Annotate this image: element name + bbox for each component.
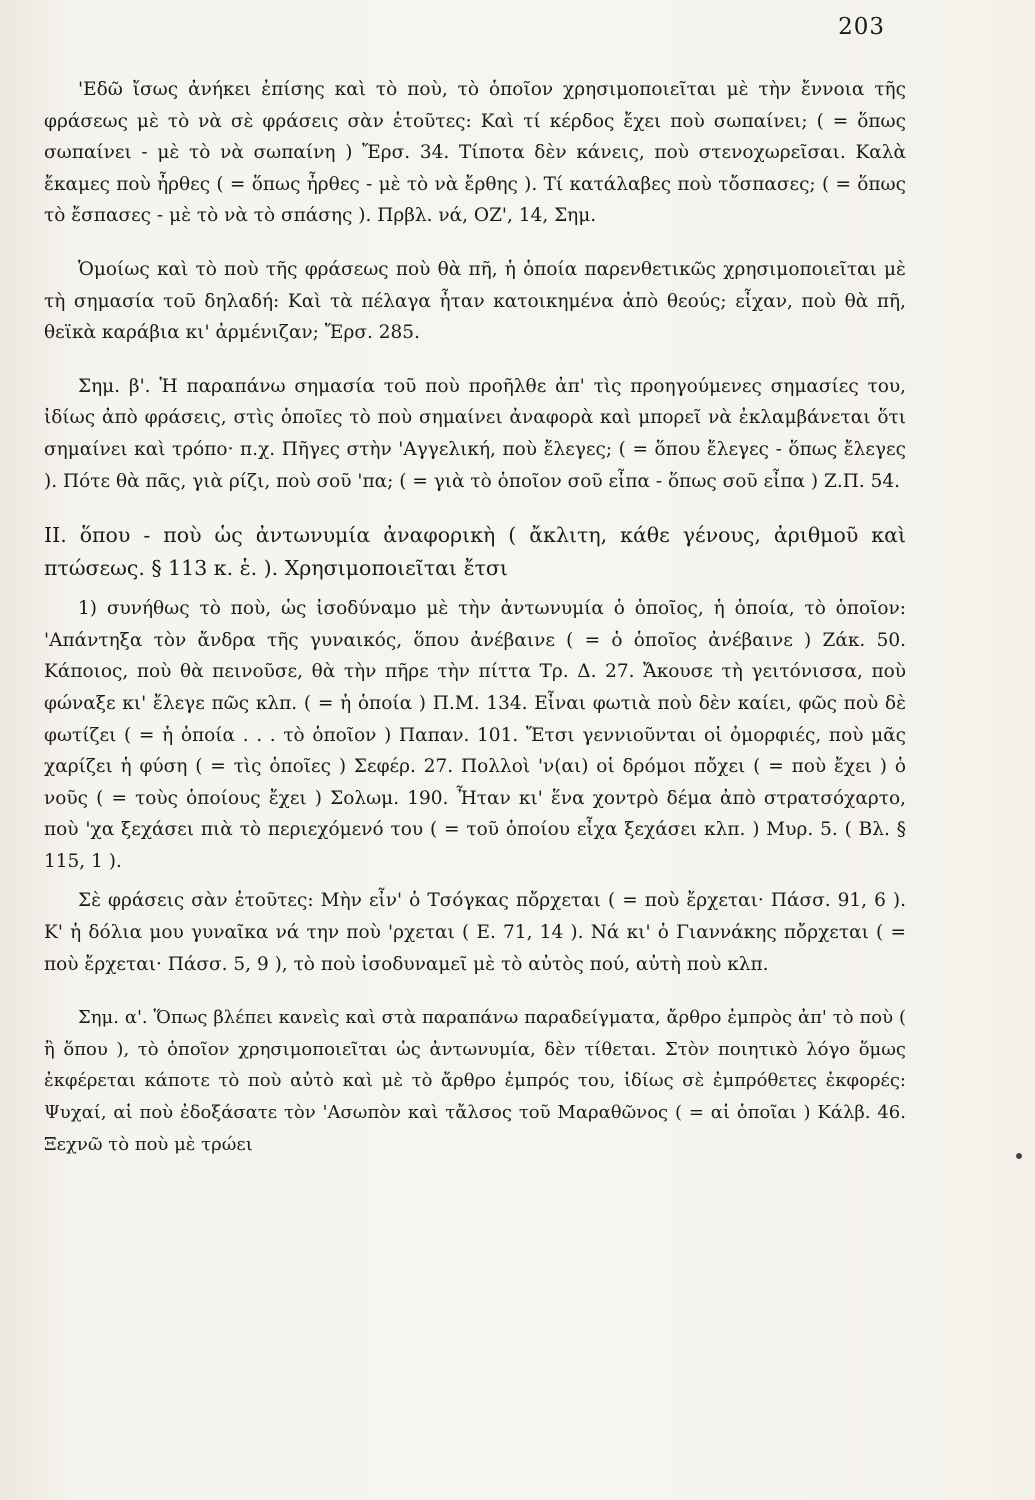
ink-dot: [1016, 1153, 1022, 1159]
paragraph-1: 'Εδῶ ἴσως ἀνήκει ἐπίσης καὶ τὸ ποὺ, τὸ ὁποῖον χρησιμοποιεῖται μὲ τὴν ἔννοια τῆς φράσεως μὲ τὸ νὰ σὲ φράσεις σὰν ἐτοῦτες: Καὶ τί κέρδος ἔχει ποὺ σωπαίνει; ( = ὅπως σωπαίνει - μὲ τὸ νὰ σωπαίνη ) Ἔρσ. 34. Τίποτα δὲν κάνεις, ποὺ στενοχωρεῖσαι. Καλὰ ἔκαμες ποὺ ἦρθες ( = ὅπως ἦρθες - μὲ τὸ νὰ ἔρθης ). Τί κατάλαβες ποὺ τὄσπασες; ( = ὅπως τὸ ἔσπασες - μὲ τὸ νὰ τὸ σπάσης ). Πρβλ. νά, ΟΖ', 14, Σημ.: [44, 79, 906, 227]
paragraph-usage-1: 1) συνήθως τὸ ποὺ, ὡς ἰσοδύναμο μὲ τὴν ἀντωνυμία ὁ ὁποῖος, ἡ ὁποία, τὸ ὁποῖον: 'Απάντηξα τὸν ἄνδρα τῆς γυναικός, ὅπου ἀνέβαινε ( = ὁ ὁποῖος ἀνέβαινε ) Ζάκ. 50. Κάποιος, ποὺ θὰ πεινοῦσε, θὰ τὴν πῆρε τὴν πίττα Τρ. Δ. 27. Ἄκουσε τὴ γειτόνισσα, ποὺ φώναξε κι' ἔλεγε πῶς κλπ. ( = ἡ ὁποία ) Π.Μ. 134. Εἶναι φωτιὰ ποὺ δὲν καίει, φῶς ποὺ δὲ φωτίζει ( = ἡ ὁποία . . . τὸ ὁποῖον ) Παπαν. 101. Ἔτσι γεννιοῦνται οἱ ὀμορφιές, ποὺ μᾶς χαρίζει ἡ φύση ( = τὶς ὁποῖες ) Σεφέρ. 27. Πολλοὶ 'ν(αι) οἱ δρόμοι πὄχει ( = ποὺ ἔχει ) ὁ νοῦς ( = τοὺς ὁποίους ἔχει ) Σολωμ. 190. Ἦταν κι' ἕνα χοντρὸ δέμα ἀπὸ στρατσόχαρτο, ποὺ 'χα ξεχάσει πιὰ τὸ περιεχόμενό του ( = τοῦ ὁποίου εἶχα ξεχάσει κλπ. ) Μυρ. 5. ( Βλ. § 115, 1 ).: [44, 598, 906, 872]
page-body: [44, 74, 906, 1182]
section-heading-ii: ΙΙ. ὅπου - ποὺ ὡς ἀντωνυμία ἀναφορικὴ ( ἄκλιτη, κάθε γένους, ἀριθμοῦ καὶ πτώσεως. § 113 κ. ἑ. ). Χρησιμοποιεῖται ἔτσι: [44, 523, 906, 581]
note-beta: Σημ. β'. Ἡ παραπάνω σημασία τοῦ ποὺ προῆλθε ἀπ' τὶς προηγούμενες σημασίες του, ἰδίως ἀπὸ φράσεις, στὶς ὁποῖες τὸ ποὺ σημαίνει ἀναφορὰ καὶ μπορεῖ νὰ ἐκλαμβάνεται ὅτι σημαίνει καὶ τρόπο· π.χ. Πῆγες στὴν 'Αγγελική, ποὺ ἔλεγες; ( = ὅπου ἔλεγες - ὅπως ἔλεγες ). Πότε θὰ πᾶς, γιὰ ρίζι, ποὺ σοῦ 'πα; ( = γιὰ τὸ ὁποῖον σοῦ εἶπα - ὅπως σοῦ εἶπα ) Ζ.Π. 54.: [44, 375, 906, 492]
paragraph-phrases: Σὲ φράσεις σὰν ἐτοῦτες: Μὴν εἶν' ὁ Τσόγκας πὄρχεται ( = ποὺ ἔρχεται· Πάσσ. 91, 6 ). Κ' ἡ δόλια μου γυναῖκα νά την ποὺ 'ρχεται ( Ε. 71, 14 ). Νά κι' ὁ Γιαννάκης πὄρχεται ( = ποὺ ἔρχεται· Πάσσ. 5, 9 ), τὸ ποὺ ἰσοδυναμεῖ μὲ τὸ αὐτὸς πού, αὐτὴ ποὺ κλπ.: [44, 890, 906, 975]
note-alpha: Σημ. α'. Ὅπως βλέπει κανεὶς καὶ στὰ παραπάνω παραδείγματα, ἄρθρο ἐμπρὸς ἀπ' τὸ ποὺ ( ἢ ὅπου ), τὸ ὁποῖον χρησιμοποιεῖται ὡς ἀντωνυμία, δὲν τίθεται. Στὸν ποιητικὸ λόγο ὅμως ἐκφέρεται κάποτε τὸ ποὺ αὐτὸ καὶ μὲ τὸ ἄρθρο ἐμπρός του, ἰδίως σὲ ἐμπρόθετες ἐκφορές: Ψυχαί, αἱ ποὺ ἐδοξάσατε τὸν 'Ασωπὸν καὶ τἄλσος τοῦ Μαραθῶνος ( = αἱ ὁποῖαι ) Κάλβ. 46. Ξεχνῶ τὸ ποὺ μὲ τρώει: [44, 1007, 906, 1155]
page-number: 203: [838, 14, 885, 40]
paragraph-2: Ὁμοίως καὶ τὸ ποὺ τῆς φράσεως ποὺ θὰ πῆ, ἡ ὁποία παρενθετικῶς χρησιμοποιεῖται μὲ τὴ σημασία τοῦ δηλαδή: Καὶ τὰ πέλαγα ἦταν κατοικημένα ἀπὸ θεούς; εἶχαν, ποὺ θὰ πῆ, θεϊκὰ καράβια κι' ἀρμένιζαν; Ἔρσ. 285.: [44, 258, 906, 344]
